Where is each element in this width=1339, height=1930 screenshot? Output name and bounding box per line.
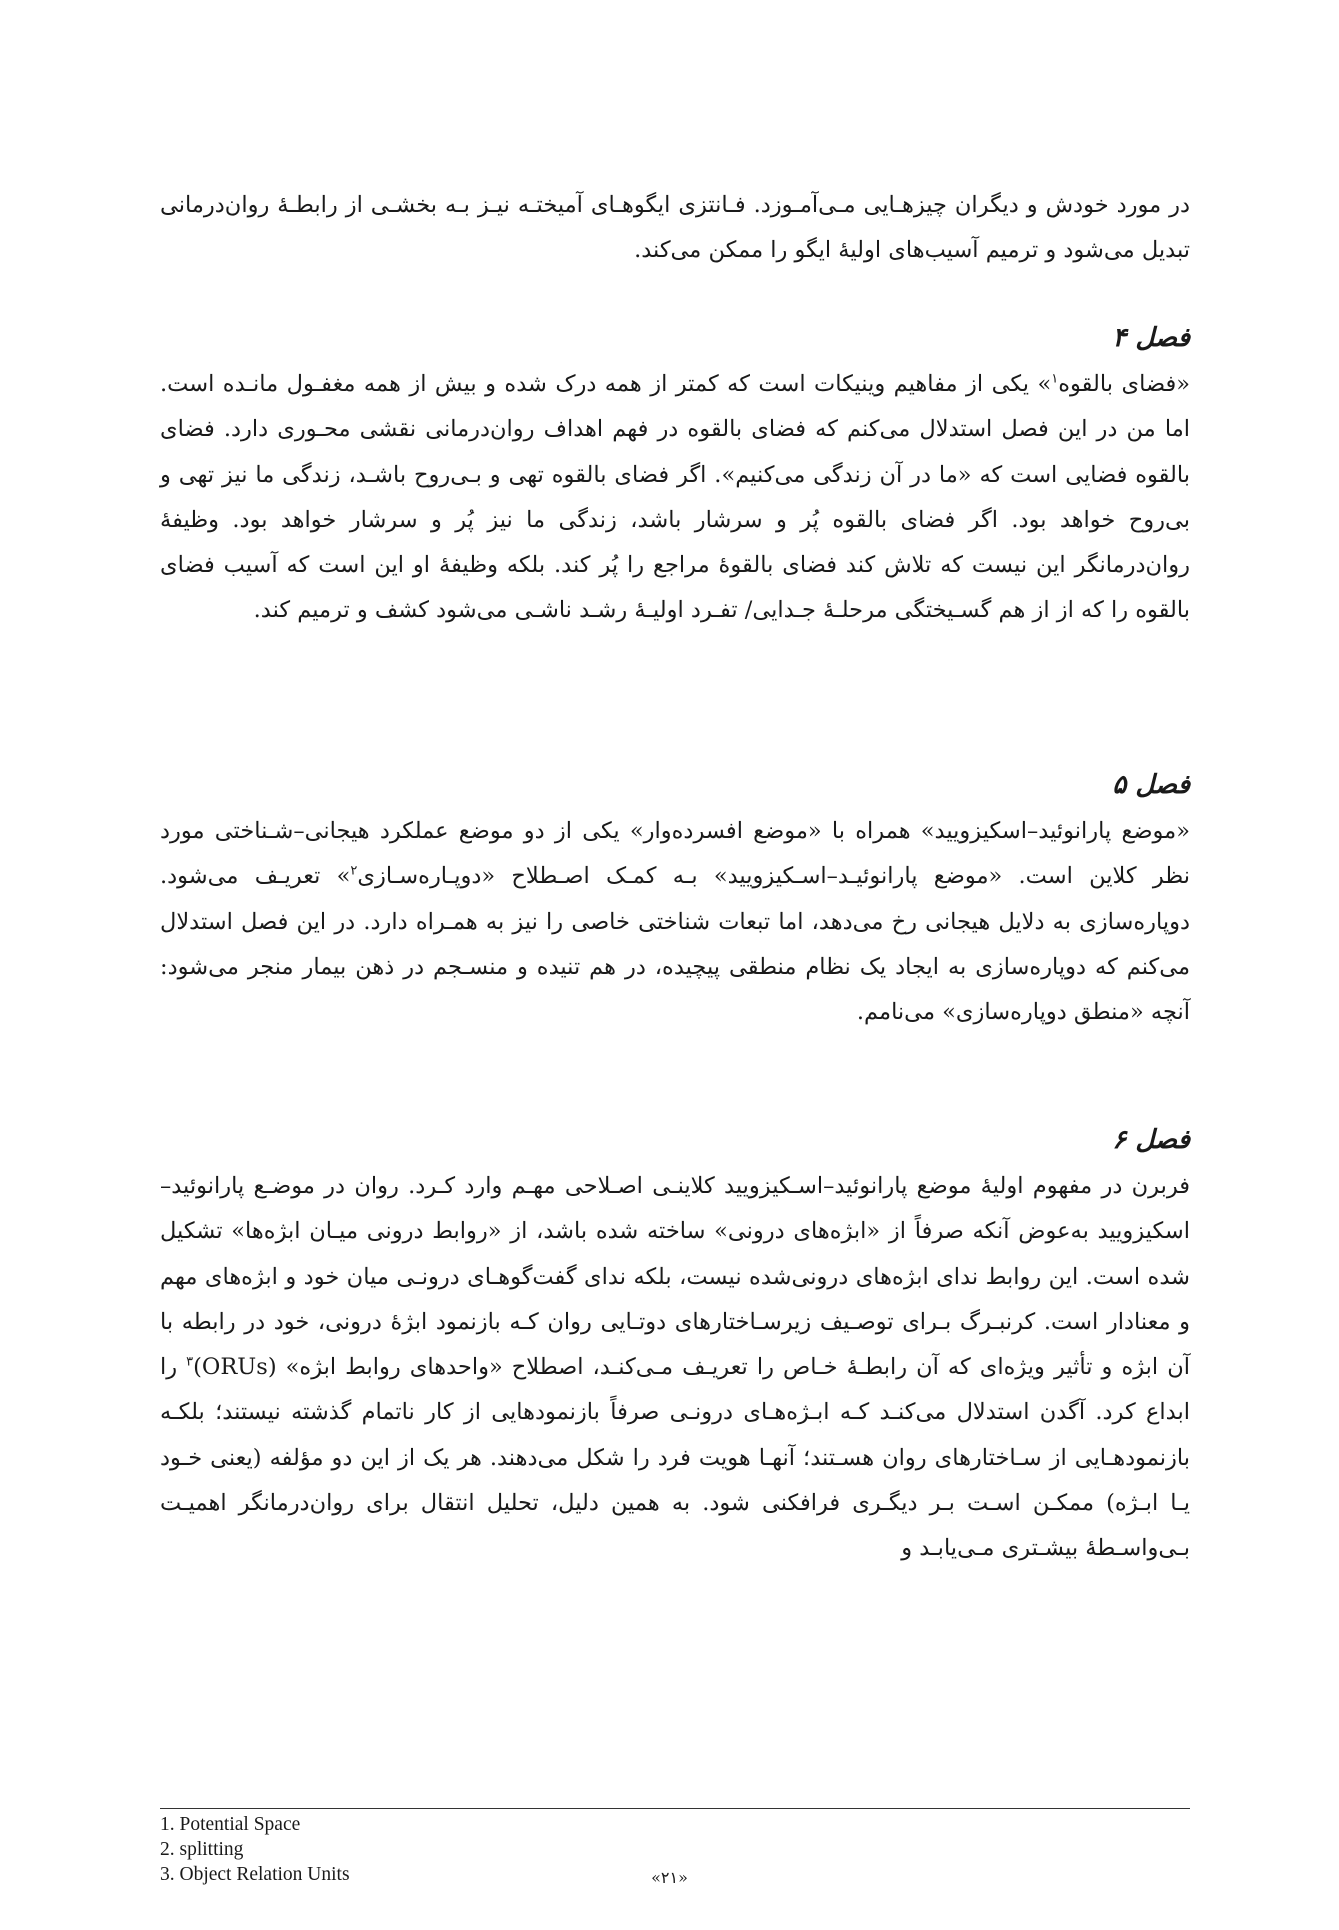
chapter-5-section <box>160 765 1190 1035</box>
chapter-6-section <box>160 1120 1190 1572</box>
chapter-6-paragraph <box>160 1164 1190 1572</box>
chapter-4-heading: فصل ۴ <box>1112 323 1190 353</box>
chapter-5-paragraph <box>160 809 1190 1035</box>
chapter-6-lead: فربرن در مفهوم اولیۀ موضع پارانوئید–اسـکیزویید کلاینـی اصـلاحی مهـم وارد کـرد. روان در موضـع پارانوئید–اسکیزویید به‌عوض آنکه صرفاً از «ابژه‌های درونی» ساخته شده باشد، از «روابط درونی میـان ابژه‌ها» تشکیل شده است. این روابط ندای ابژه‌های درونی‌شده نیست، بلکه ندای گفت‌گوهـای درونـی میان خود و ابژه‌های مهم و معنادار است. کرنبـرگ بـرای توصـیف زیرسـاختارهای دوتـایی روان کـه بازنمود ابژۀ درونی، خود در رابطه با آن ابژه و تأثیر ویژه‌ای که آن رابطـۀ خـاص را تعریـف مـی‌کنـد، اصطلاح «واحدهای روابط ابژه» (ORUs) <box>160 1173 1190 1381</box>
footnote-1: 1. Potential Space <box>160 1814 301 1835</box>
chapter-4-text: » یکی از مفاهیم وینیکات است که کمتر از همه درک شده و بیش از همه مغفـول مانـده است. اما من در این فصل استدلال می‌کنم که فضای بالقوه در فهم اهداف روان‌درمانی نقشی محـوری دارد. فضای بالقوه فضایی است که «ما در آن زندگی می‌کنیم». اگر فضای بالقوه تهی و بـی‌روح باشـد، زندگی ما نیز تهی و بی‌روح خواهد بود. اگر فضای بالقوه پُر و سرشار باشد، زندگی ما نیز پُر و سرشار خواهد بود. وظیفۀ روان‌درمانگر این نیست که تلاش کند فضای بالقوۀ مراجع را پُر کند. بلکه وظیفۀ او این است که آسیب فضای بالقوه را که از از هم گسـیختگی مرحلـۀ جـدایی/ تفـرد اولیـۀ رشـد ناشـی می‌شود کشف و ترمیم کند. <box>160 371 1190 624</box>
chapter-5-lead: «موضع پارانوئید–اسکیزویید» همراه با «موضع افسرده‌وار» یکی از دو موضع عملکرد هیجانی–شـناختی مورد نظر کلاین است. «موضع پارانوئیـد–اسـکیزویید» بـه کمـک اصـطلاح «دوپـاره‌سـازی <box>160 818 1191 890</box>
chapter-4-section <box>160 318 1190 634</box>
footnote-3: 3. Object Relation Units <box>160 1864 350 1885</box>
page-number: «۲۱» <box>651 1868 688 1887</box>
chapter-6-heading: فصل ۶ <box>1112 1125 1190 1155</box>
chapter-5-text: » تعریـف می‌شود. دوپاره‌سازی به دلایل هیجانی رخ می‌دهد، اما تبعات شناختی خاصی را نیز به همـراه دارد. در این فصل استدلال می‌کنم که دوپاره‌سازی به ایجاد یک نظام منطقی پیچیده، در هم تنیده و منسـجم در ذهن بیمار منجر می‌شود: آنچه «منطق دوپاره‌سازی» می‌نامم. <box>160 863 1190 1026</box>
footnote-ref-3: ۳ <box>186 1354 194 1370</box>
chapter-5-heading: فصل ۵ <box>1112 770 1190 800</box>
chapter-4-lead: «فضای بالقوه <box>1058 371 1190 397</box>
footnote-ref-1: ۱ <box>1051 371 1059 387</box>
footnote-divider <box>160 1808 1190 1809</box>
chapter-6-text: را ابداع کرد. آگدن استدلال می‌کنـد کـه ابـژه‌هـای درونـی صرفاً بازنمودهایی از کار ناتمام گذشته نیستند؛ بلکـه بازنمودهـایی از سـاختارهای روان هسـتند؛ آنهـا هویت فرد را شکل می‌دهند. هر یک از این دو مؤلفه (یعنی خـود یـا ابـژه) ممکـن اسـت بـر دیگـری فرافکنی شود. به همین دلیل، تحلیل انتقال برای روان‌درمانگر اهمیـت بـی‌واسـطۀ بیشـتری مـی‌یابـد و <box>160 1354 1190 1562</box>
chapter-4-paragraph <box>160 362 1190 634</box>
intro-paragraph: در مورد خودش و دیگران چیزهـایی مـی‌آمـوزد. فـانتزی ایگوهـای آمیختـه نیـز بـه بخشـی از رابطـۀ روان‌درمانی تبدیل می‌شود و ترمیم آسیب‌های اولیۀ ایگو را ممکن می‌کند. <box>160 192 1190 264</box>
footnote-2: 2. splitting <box>160 1839 244 1860</box>
footnote-ref-2: ۲ <box>350 863 358 879</box>
